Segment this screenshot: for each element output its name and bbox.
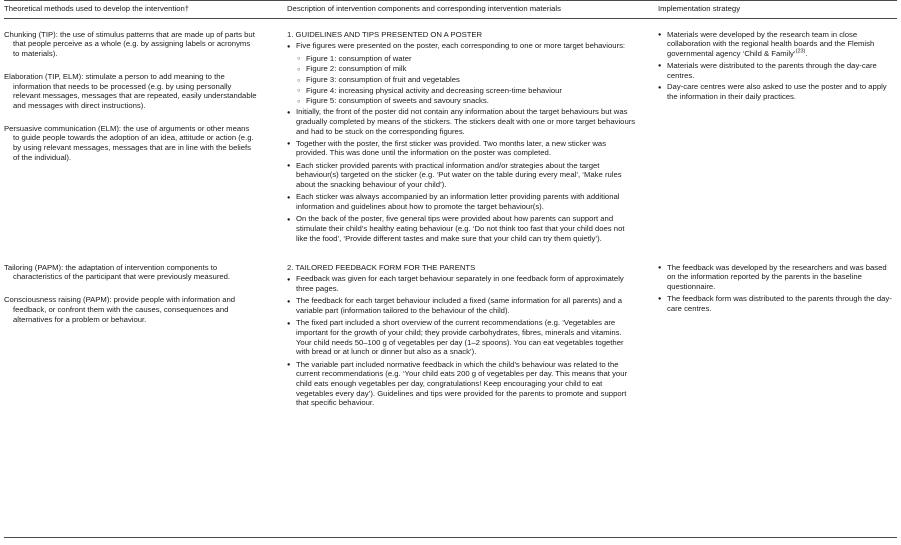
method-elaboration: Elaboration (TIP, ELM): stimulate a person to add meaning to the information that needs to be processed (e.g. by using personally relevant messages, messages that are repeated, easily understandable and messages with direct instructions). [4, 71, 257, 110]
method-persuasive-communication: Persuasive communication (ELM): the use of arguments or other means to guide people towards the adoption of an idea, attitude or action (e.g. by using relevant messages, messages that are in line with the beliefs of the individual). [4, 123, 254, 162]
description-subitem-text: Figure 4: increasing physical activity and decreasing screen-time behaviour [306, 85, 562, 95]
table-body [4, 19, 897, 417]
methods-cell-feedback [4, 263, 287, 325]
description-item-text: Feedback was given for each target behaviour separately in one feedback form of approximately three pages. [296, 274, 624, 294]
description-cell-feedback [287, 263, 658, 411]
bullet-icon: ● [287, 298, 291, 305]
description-item-text: The variable part included normative feedback in which the child’s behaviour was related to the current recommendations (e.g. ‘Your child eats 200 g of vegetables per day. This means that your child eats enough vegetables per day, congratulations! Keep encouraging your child to eat vegetables every day’). Guidelines and tips were provided for the parents to promote and support that specific behaviour. [296, 359, 628, 408]
bullet-icon: ● [287, 216, 291, 223]
open-circle-icon: ○ [297, 77, 301, 84]
description-subitem [287, 86, 638, 96]
implementation-item [658, 263, 895, 292]
description-item-text: Each sticker provided parents with practical information and/or strategies about the target behaviour(s) targeted on the sticker (e.g. ‘Put water on the table during every meal’, ‘Make rules about the snacking behaviour of your child’). [296, 160, 622, 190]
description-item-text: Together with the poster, the first sticker was provided. Two months later, a new sticker was provided. This was done until the information on the poster was completed. [296, 138, 607, 158]
implementation-item [658, 30, 895, 59]
description-subitem [287, 64, 638, 74]
implementation-item [658, 294, 895, 313]
description-subitem [287, 75, 638, 85]
implementation-item [658, 82, 895, 101]
implementation-item [658, 61, 895, 80]
intervention-table [4, 0, 897, 538]
open-circle-icon: ○ [297, 98, 301, 105]
header-description: Description of intervention components and corresponding intervention materials [287, 4, 561, 13]
table-header-row [4, 1, 897, 19]
description-subitem-text: Figure 3: consumption of fruit and vegetables [306, 75, 460, 85]
method-tailoring: Tailoring (PAPM): the adaptation of intervention components to characteristics of the participant that were previously measured. [4, 262, 231, 282]
description-item-text: On the back of the poster, five general tips were provided about how parents can support and stimulate their child’s healthy eating behaviour (e.g. ‘Do not think too fast that your child does not like the food’, ‘Provide different tastes and make sure that your child can try them quietly’). [296, 214, 625, 243]
implementation-item-text: Materials were developed by the research team in close collaboration with the regional health boards and the Flemish governmental agency ‘Child & Family’ [667, 29, 875, 59]
open-circle-icon: ○ [297, 56, 301, 63]
description-subitem [287, 96, 638, 106]
description-item [287, 139, 638, 158]
section-title-feedback: 2. TAILORED FEEDBACK FORM FOR THE PARENTS [287, 262, 476, 272]
description-subitem-text: Figure 5: consumption of sweets and savoury snacks. [306, 96, 489, 106]
description-item [287, 192, 638, 211]
methods-cell-poster [4, 30, 287, 163]
open-circle-icon: ○ [297, 88, 301, 95]
description-item [287, 161, 638, 190]
description-item [287, 41, 638, 51]
description-item [287, 318, 638, 357]
description-item [287, 360, 638, 409]
implementation-item-text: Materials were distributed to the parents through the day-care centres. [667, 60, 877, 80]
header-implementation-strategy: Implementation strategy [658, 4, 741, 13]
implementation-item-period: . [805, 49, 808, 59]
description-subitem [287, 54, 638, 64]
implementation-cell-poster [658, 30, 897, 104]
bullet-icon: ● [287, 43, 291, 50]
reference-superscript: (23) [795, 48, 806, 55]
header-theoretical-methods: Theoretical methods used to develop the intervention† [4, 4, 190, 13]
implementation-item-text: Day-care centres were also asked to use the poster and to apply the information in their daily practices. [667, 82, 887, 101]
description-item [287, 214, 638, 243]
description-item-text: The fixed part included a short overview of the current recommendations (e.g. ‘Vegetables are important for the growth of your child; they provide carbohydrates, fibres, minerals and vitamins. Your child needs 50–100 g of vegetables per day (1–2 spoons). You can eat vegetables together with bread or at lunch or dinner but also as a snack’). [296, 318, 624, 357]
bullet-icon: ● [287, 194, 291, 201]
implementation-cell-feedback [658, 263, 897, 316]
bullet-icon: ● [658, 265, 662, 272]
description-item-text: Five figures were presented on the poster, each corresponding to one or more target behaviours: [296, 41, 626, 51]
description-item-text: The feedback for each target behaviour included a fixed (same information for all parents) and a variable part (information tailored to the behaviour of the child). [296, 296, 623, 316]
description-item [287, 274, 638, 293]
implementation-item-text: The feedback was developed by the researchers and was based on the information reported by the parents in the baseline questionnaire. [667, 262, 887, 292]
method-consciousness-raising: Consciousness raising (PAPM): provide people with information and feedback, or confront them with the causes, consequences and alternatives for a problem or behaviour. [4, 295, 236, 324]
description-subitem-text: Figure 2: consumption of milk [306, 64, 407, 74]
bullet-icon: ● [658, 32, 662, 39]
bullet-icon: ● [287, 320, 291, 327]
bullet-icon: ● [658, 84, 662, 91]
description-item-text: Each sticker was always accompanied by an information letter providing parents with additional information and guidelines about how to promote the target behaviour(s). [296, 192, 620, 211]
bullet-icon: ● [287, 109, 291, 116]
description-item [287, 296, 638, 315]
bullet-icon: ● [287, 362, 291, 369]
bullet-icon: ● [287, 163, 291, 170]
bullet-icon: ● [658, 63, 662, 70]
bullet-icon: ● [658, 296, 662, 303]
description-item [287, 107, 638, 136]
description-subitem-text: Figure 1: consumption of water [306, 53, 412, 63]
implementation-item-text: The feedback form was distributed to the parents through the day-care centres. [667, 293, 892, 313]
open-circle-icon: ○ [297, 66, 301, 73]
method-chunking: Chunking (TIP): the use of stimulus patterns that are made up of parts but that people perceive as a whole (e.g. by assigning labels or acronyms to materials). [4, 29, 255, 59]
table-row-feedback [4, 263, 897, 411]
table-row-poster [4, 30, 897, 246]
description-cell-poster [287, 30, 658, 246]
description-item-text: Initially, the front of the poster did not contain any information about the target behaviours but was gradually completed by means of the stickers. The stickers dealt with one or more target behaviours and had to be stuck on the corresponding figures. [296, 107, 636, 136]
bullet-icon: ● [287, 141, 291, 148]
section-title-poster: 1. GUIDELINES AND TIPS PRESENTED ON A POSTER [287, 29, 483, 39]
bullet-icon: ● [287, 276, 291, 283]
